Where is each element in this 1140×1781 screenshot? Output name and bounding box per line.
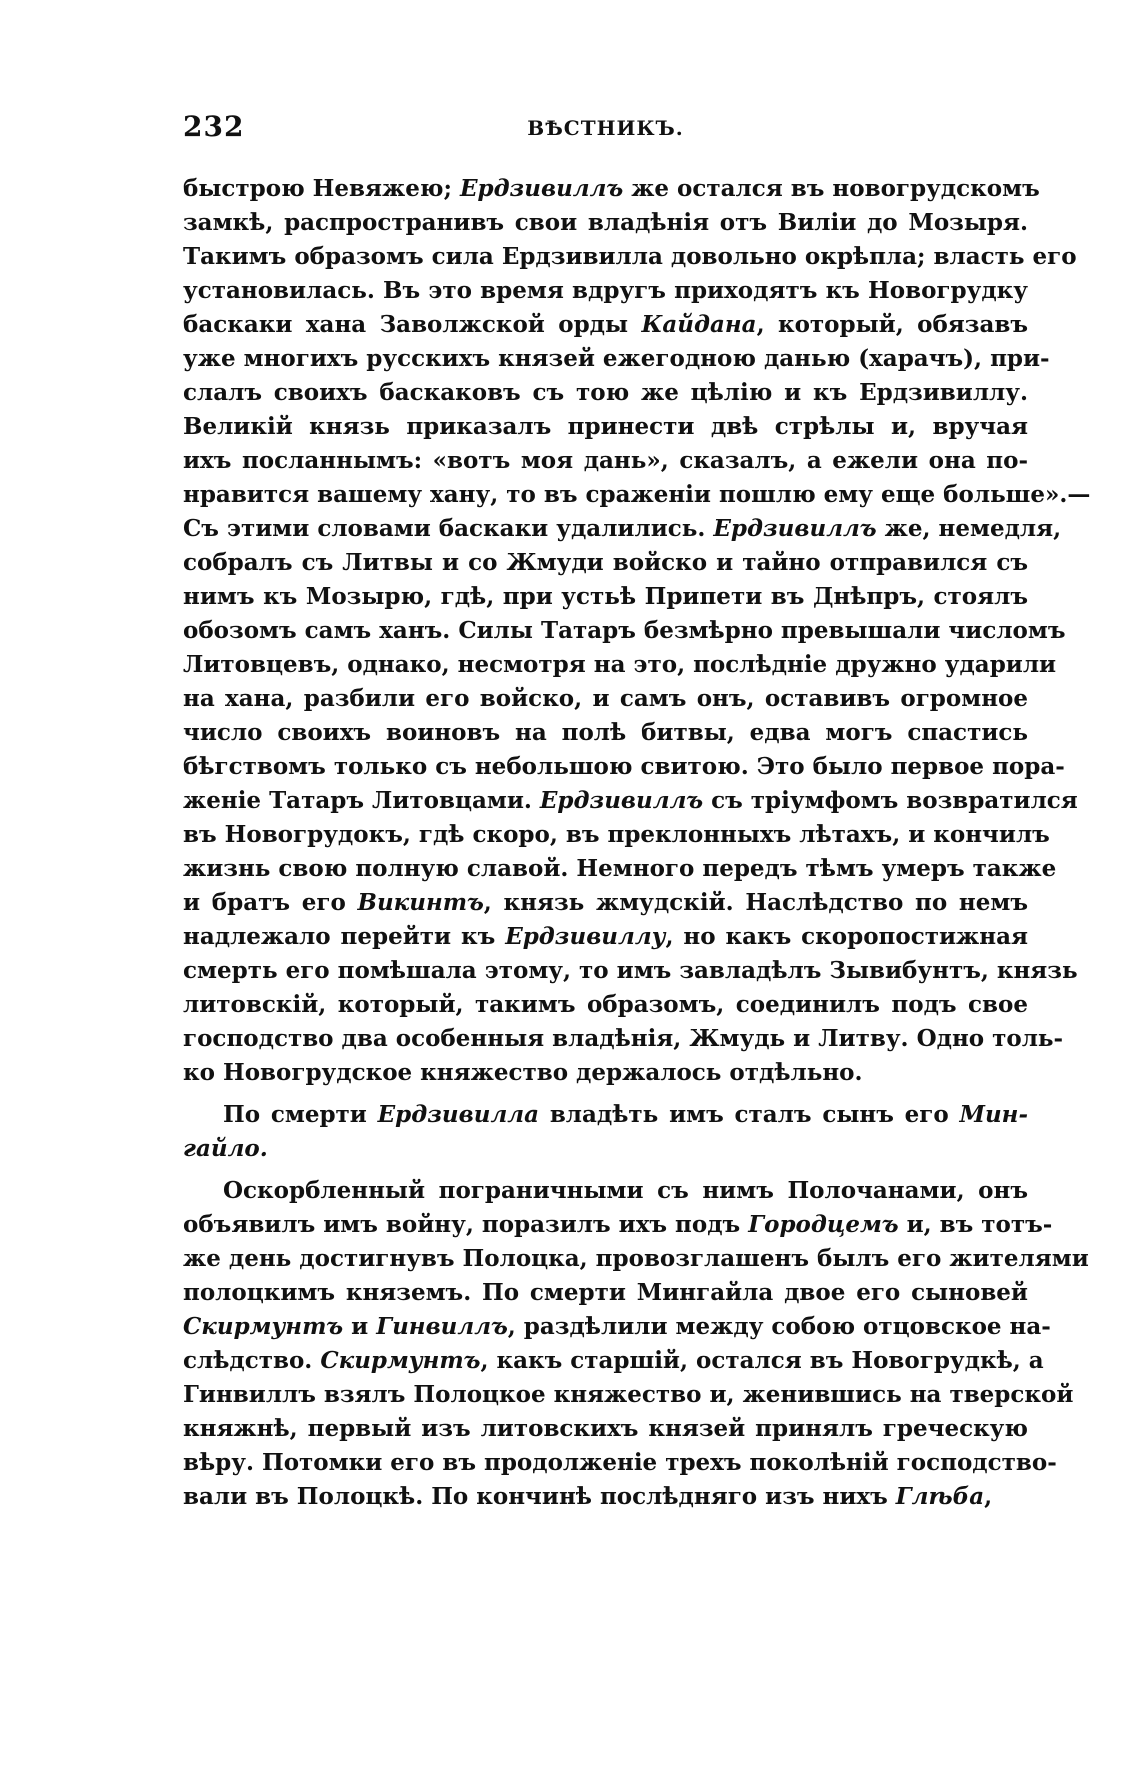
text-line [183,172,1040,206]
text-line [183,920,1028,954]
text-line [183,1378,1074,1412]
page-number: 232 [183,110,245,143]
text-segment: же, немедля, [876,515,1062,542]
text-line [183,818,1050,852]
text-line [183,444,1028,478]
text-segment: смерть его помѣшала этому, то имъ завладѣлъ Зывибунтъ, князь [183,957,1078,984]
text-segment: слалъ своихъ баскаковъ съ тою же цѣлію и къ Ердзивиллу. [183,379,1028,406]
italic-name: Кайдана [641,311,757,338]
italic-name: Скирмунтъ [320,1347,481,1374]
text-segment: собралъ съ Литвы и со Жмуди войско и тайно отправился съ [183,549,1028,576]
italic-name: Мин- [959,1101,1028,1128]
text-segment: литовскій, который, такимъ образомъ, соединилъ подъ свое [183,991,1028,1018]
text-line [183,376,1028,410]
text-segment: Оскорбленный пограничными съ нимъ Полочанами, онъ [223,1177,1028,1204]
text-segment: вѣру. Потомки его въ продолженіе трехъ поколѣній господство- [183,1449,1057,1476]
text-line [183,954,1078,988]
paragraph [183,172,1091,1090]
text-segment: на хана, разбили его войско, и самъ онъ, оставивъ огромное [183,685,1028,712]
text-segment: владѣть имъ сталъ сынъ его [539,1101,960,1128]
text-line [183,580,1028,614]
text-segment: Такимъ образомъ сила Ердзивилла довольно окрѣпла; власть его [183,243,1077,270]
text-line [183,1208,1053,1242]
text-line [183,512,1062,546]
text-segment: установилась. Въ это время вдругъ приходятъ къ Новогрудку [183,277,1028,304]
text-line [183,716,1028,750]
italic-name: Ердзивиллъ [539,787,704,814]
text-segment: слѣдство. [183,1347,321,1374]
text-line [183,1344,1044,1378]
italic-name: Ердзивиллу [505,923,666,950]
text-line [183,410,1028,444]
text-segment: женіе Татаръ Литовцами. [183,787,540,814]
text-segment: нравится вашему хану, то въ сраженіи пошлю ему еще больше».— [183,481,1091,508]
paragraph [183,1174,1089,1514]
paragraph-gap [183,1090,1028,1098]
text-segment: число своихъ воиновъ на полѣ битвы, едва могъ спастись [183,719,1028,746]
page-header [183,110,1028,150]
text-line [183,1480,1028,1514]
text-segment: въ Новогрудокъ, гдѣ скоро, въ преклонныхъ лѣтахъ, и кончилъ [183,821,1050,848]
text-line [183,206,1028,240]
text-segment: уже многихъ русскихъ князей ежегодною данью (харачъ), при- [183,345,1050,372]
text-line [183,546,1028,580]
text-segment: Литовцевъ, однако, несмотря на это, послѣдніе дружно ударили [183,651,1057,678]
text-segment: Великій князь приказалъ принести двѣ стрѣлы и, вручая [183,413,1028,440]
text-segment: княжнѣ, первый изъ литовскихъ князей принялъ греческую [183,1415,1028,1442]
text-segment: быстрою Невяжею; [183,175,460,202]
text-line [183,1174,1028,1208]
body-text [183,172,1091,1514]
text-segment: По смерти [223,1101,378,1128]
text-line [183,1412,1028,1446]
text-segment: надлежало перейти къ [183,923,506,950]
text-line [183,988,1028,1022]
text-line [183,852,1057,886]
paragraph-gap [183,1166,1028,1174]
text-line [183,648,1057,682]
text-segment: , но какъ скоропостижная [665,923,1028,950]
text-line [183,478,1091,512]
text-segment: , князь жмудскій. Наслѣдство по немъ [483,889,1028,916]
text-line [183,750,1065,784]
text-segment: баскаки хана Заволжской орды [183,311,642,338]
italic-name: Ердзивилла [377,1101,540,1128]
text-segment: ихъ посланнымъ: «вотъ моя дань», сказалъ, а ежели она по- [183,447,1028,474]
text-line [183,308,1028,342]
text-segment: жизнь свою полную славой. Немного передъ тѣмъ умеръ также [183,855,1057,882]
text-line [183,1022,1064,1056]
text-segment: замкѣ, распространивъ свои владѣнія отъ Виліи до Мозыря. [183,209,1028,236]
italic-name: Городцемъ [748,1211,899,1238]
text-segment: бѣгствомъ только съ небольшою свитою. Это было первое пора- [183,753,1065,780]
text-segment: Гинвиллъ взялъ Полоцкое княжество и, женившись на тверской [183,1381,1074,1408]
text-segment: и братъ его [183,889,358,916]
text-line [183,1446,1057,1480]
text-segment: господство два особенныя владѣнія, Жмудь и Литву. Одно толь- [183,1025,1064,1052]
text-segment: нимъ къ Мозырю, гдѣ, при устьѣ Припети въ Днѣпръ, стоялъ [183,583,1028,610]
text-line [183,614,1066,648]
italic-name: Ердзивиллъ [713,515,877,542]
text-segment: ко Новогрудское княжество держалось отдѣльно. [183,1059,863,1086]
text-segment: съ тріумфомъ возвратился [703,787,1078,814]
text-segment: полоцкимъ княземъ. По смерти Мингайла двое его сыновей [183,1279,1028,1306]
italic-name: Скирмунтъ [183,1313,344,1340]
text-segment: же остался въ новогрудскомъ [623,175,1040,202]
text-segment: , который, обязавъ [756,311,1029,338]
text-segment: объявилъ имъ войну, поразилъ ихъ подъ [183,1211,749,1238]
text-segment: обозомъ самъ ханъ. Силы Татаръ безмѣрно превышали числомъ [183,617,1066,644]
text-segment: и, въ тотъ- [898,1211,1053,1238]
text-segment: , [984,1483,993,1510]
text-segment: , раздѣлили между собою отцовское на- [507,1313,1051,1340]
text-segment: Съ этими словами баскаки удалились. [183,515,714,542]
text-line [183,1132,1028,1166]
italic-name: Гинвиллъ [376,1313,508,1340]
text-line [183,886,1028,920]
text-line [183,1056,1028,1090]
text-line [183,274,1028,308]
text-segment: и [343,1313,377,1340]
text-line [183,784,1078,818]
running-head: ВѢСТНИКЪ. [527,116,684,140]
text-line [183,682,1028,716]
text-line [183,1310,1051,1344]
text-line [183,1276,1028,1310]
text-line [183,240,1077,274]
text-line [183,1098,1028,1132]
paragraph [183,1098,1028,1166]
text-segment: же день достигнувъ Полоцка, провозглашенъ былъ его жителями [183,1245,1089,1272]
text-segment: вали въ Полоцкѣ. По кончинѣ послѣдняго изъ нихъ [183,1483,896,1510]
italic-name: Глѣба [895,1483,985,1510]
text-line [183,342,1050,376]
text-line [183,1242,1089,1276]
italic-name: гайло. [183,1135,268,1162]
italic-name: Ердзивиллъ [459,175,624,202]
italic-name: Викинтъ [357,889,484,916]
text-segment: , какъ старшій, остался въ Новогрудкѣ, а [480,1347,1044,1374]
